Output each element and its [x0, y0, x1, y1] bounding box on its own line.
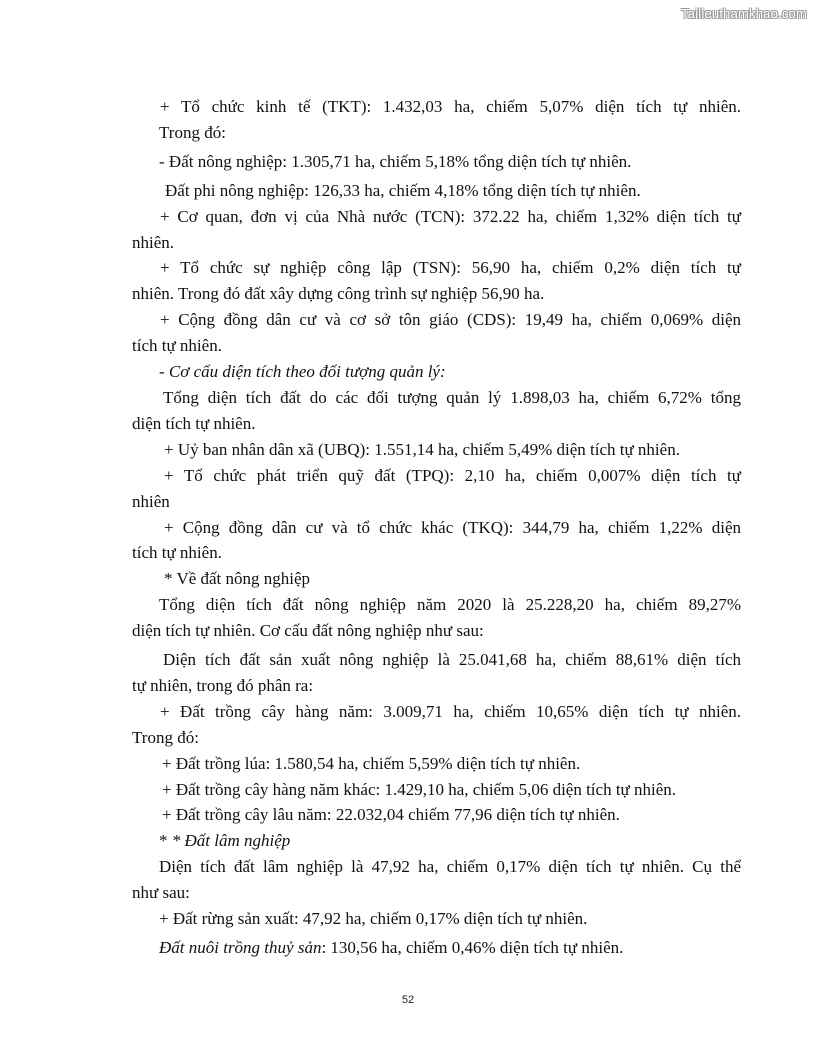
paragraph-line: + Đất trồng cây lâu năm: 22.032,04 chiếm 77,96 diện tích tự nhiên. [162, 805, 620, 825]
section-heading: * Về đất nông nghiệp [164, 569, 311, 589]
paragraph-line: + Đất rừng sản xuất: 47,92 ha, chiếm 0,17% diện tích tự nhiên. [159, 909, 588, 929]
paragraph-line: Đất phi nông nghiệp: 126,33 ha, chiếm 4,18% tổng diện tích tự nhiên. [165, 180, 641, 200]
paragraph-line: + Cộng đồng dân cư và tổ chức khác (TKQ): 344,79 ha, chiếm 1,22% diện [164, 517, 741, 537]
paragraph-line: nhiên. Trong đó đất xây dựng công trình sự nghiệp 56,90 ha. [132, 284, 545, 304]
section-heading: * * Đất lâm nghiệp [159, 831, 291, 851]
page-number: 52 [401, 994, 415, 1006]
paragraph-line: tích tự nhiên. [132, 336, 222, 356]
paragraph-line: Diện tích đất lâm nghiệp là 47,92 ha, chiếm 0,17% diện tích tự nhiên. Cụ thể [159, 857, 741, 877]
paragraph-line: + Cơ quan, đơn vị của Nhà nước (TCN): 372.22 ha, chiếm 1,32% diện tích tự [160, 206, 741, 226]
paragraph-line: Diện tích đất sản xuất nông nghiệp là 25.041,68 ha, chiếm 88,61% diện tích [163, 650, 741, 670]
paragraph-line: + Cộng đồng dân cư và cơ sở tôn giáo (CDS): 19,49 ha, chiếm 0,069% diện [160, 310, 741, 330]
paragraph-line: + Uỷ ban nhân dân xã (UBQ): 1.551,14 ha, chiếm 5,49% diện tích tự nhiên. [164, 439, 680, 459]
document-body [132, 94, 741, 961]
paragraph-line: tích tự nhiên. [132, 543, 222, 563]
paragraph-line: Trong đó: [132, 727, 199, 747]
paragraph-line: diện tích tự nhiên. [132, 413, 256, 433]
paragraph-line: + Đất trồng lúa: 1.580,54 ha, chiếm 5,59% diện tích tự nhiên. [162, 753, 581, 773]
paragraph-line: diện tích tự nhiên. Cơ cấu đất nông nghiệp như sau: [132, 621, 484, 641]
paragraph-line: - Đất nông nghiệp: 1.305,71 ha, chiếm 5,18% tổng diện tích tự nhiên. [159, 151, 632, 171]
paragraph-line: + Đất trồng cây hàng năm khác: 1.429,10 ha, chiếm 5,06 diện tích tự nhiên. [162, 779, 677, 799]
paragraph-line: Tổng diện tích đất do các đối tượng quản lý 1.898,03 ha, chiếm 6,72% tổng [163, 387, 741, 407]
paragraph-line: tự nhiên, trong đó phân ra: [132, 675, 314, 695]
paragraph-line: Tổng diện tích đất nông nghiệp năm 2020 là 25.228,20 ha, chiếm 89,27% [159, 595, 741, 615]
paragraph-line: như sau: [132, 883, 190, 903]
paragraph-line: nhiên. [132, 232, 175, 252]
watermark-text: Tailieuthamkhao.com [681, 6, 807, 21]
paragraph-line: + Tổ chức phát triển quỹ đất (TPQ): 2,10 ha, chiếm 0,007% diện tích tự [164, 465, 741, 485]
paragraph-line: + Đất trồng cây hàng năm: 3.009,71 ha, chiếm 10,65% diện tích tự nhiên. [160, 701, 741, 721]
paragraph-line: Đất nuôi trồng thuỷ sản: 130,56 ha, chiếm 0,46% diện tích tự nhiên. [159, 938, 624, 957]
paragraph-line: + Tổ chức kinh tế (TKT): 1.432,03 ha, chiếm 5,07% diện tích tự nhiên. [160, 97, 741, 116]
section-heading: - Cơ cấu diện tích theo đối tượng quản lý: [159, 362, 446, 382]
paragraph-line: nhiên [132, 491, 170, 511]
paragraph-line: Trong đó: [159, 122, 226, 142]
paragraph-line: + Tổ chức sự nghiệp công lập (TSN): 56,90 ha, chiếm 0,2% diện tích tự [160, 258, 741, 278]
